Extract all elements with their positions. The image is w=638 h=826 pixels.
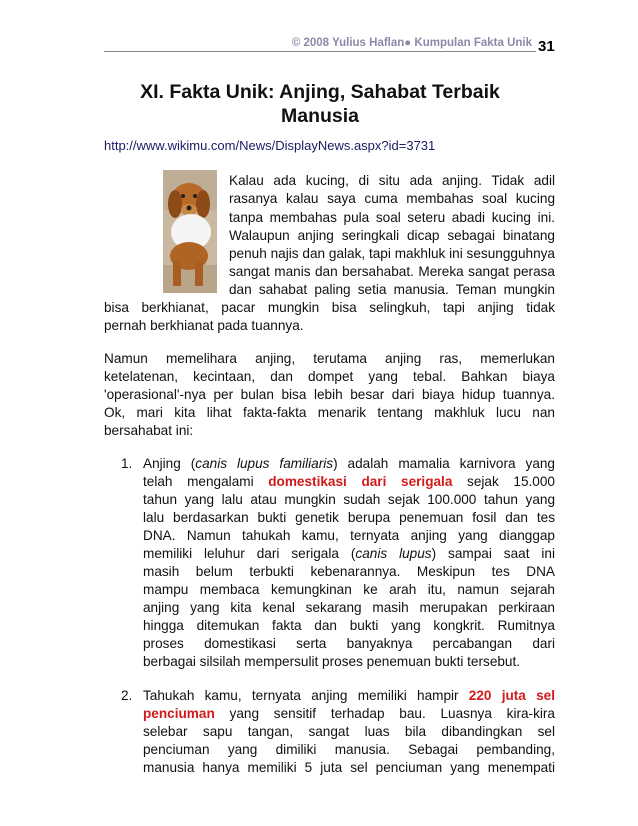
- list-item-line: DNA. Namun tahukah kamu, ternyata anjing yang dianggap: [143, 528, 555, 543]
- list-item-line: masih belum terbukti kebenarannya. Meskipun tes DNA: [143, 564, 555, 579]
- chapter-title-line-1: XI. Fakta Unik: Anjing, Sahabat Terbaik: [140, 81, 500, 103]
- paragraph-line: Namun memelihara anjing, terutama anjing ras, memerlukan: [104, 351, 555, 366]
- paragraph-line: Ok, mari kita lihat fakta-fakta menarik tentang makhluk lucu nan: [104, 405, 555, 420]
- intro-line: Kalau ada kucing, di situ ada anjing. Tidak adil: [229, 173, 555, 188]
- chapter-title: [100, 80, 540, 128]
- list-item-line: memiliki leluhur dari serigala (canis lupus) sampai saat ini: [143, 546, 555, 561]
- list-item-line: tahun yang lalu atau mungkin sudah sejak 100.000 tahun yang: [143, 492, 555, 507]
- intro-line: sangat manis dan bersahabat. Mereka sangat perasa: [229, 264, 555, 279]
- emphasis-text: canis lupus familiaris: [195, 456, 334, 471]
- emphasis-text: canis lupus: [355, 546, 432, 561]
- paragraph-line: bersahabat ini:: [104, 423, 194, 438]
- list-item-line: penciuman yang sensitif terhadap bau. Luasnya kira-kira: [143, 706, 555, 721]
- list-item-line: telah mengalami domestikasi dari serigala sejak 15.000: [143, 474, 555, 489]
- intro-line: rasanya kalau saya cuma membahas soal kucing: [229, 191, 555, 206]
- intro-line: tanpa membahas pula soal seteru abadi kucing ini.: [229, 210, 555, 225]
- intro-line: dan sahabat paling setia manusia. Teman mungkin: [229, 282, 555, 297]
- intro-line: Walaupun anjing seringkali dicap sebagai binatang: [229, 228, 555, 243]
- dog-photo: [163, 170, 217, 293]
- highlight-text: 220 juta sel: [468, 688, 555, 703]
- list-item-line: lalu berdasarkan bukti genetik berupa penemuan fosil dan tes: [143, 510, 555, 525]
- source-url[interactable]: http://www.wikimu.com/News/DisplayNews.aspx?id=3731: [104, 138, 436, 153]
- list-item-number: 1.: [121, 456, 133, 471]
- page-number: 31: [538, 38, 555, 55]
- intro-line: penuh najis dan galak, tapi makhluk ini sesungguhnya: [229, 246, 555, 261]
- list-item-line: mampu membaca kemungkinan ke arah itu, namun sejarah: [143, 582, 555, 597]
- list-item-line: manusia hanya memiliki 5 juta sel penciuman yang menempati: [143, 760, 555, 775]
- page-header: [104, 33, 536, 52]
- paragraph-line: ketelatenan, kecintaan, dan dompet yang tebal. Bahkan biaya: [104, 369, 555, 384]
- paragraph-line: 'operasional'-nya per bulan bisa lebih besar dari biaya hidup tuannya.: [104, 387, 555, 402]
- highlight-text: penciuman: [143, 706, 215, 721]
- list-item-number: 2.: [121, 688, 133, 703]
- intro-line: pernah berkhianat pada tuannya.: [104, 318, 304, 333]
- intro-line: bisa berkhianat, pacar mungkin bisa selingkuh, tapi anjing tidak: [104, 300, 555, 315]
- list-item-line: selebar sapu tangan, sangat luas bila dibandingkan sel: [143, 724, 555, 739]
- highlight-text: domestikasi dari serigala: [268, 474, 453, 489]
- list-item-line: Anjing (canis lupus familiaris) adalah mamalia karnivora yang: [143, 456, 555, 471]
- list-item-line: penciuman yang dimiliki manusia. Sebagai pembanding,: [143, 742, 555, 757]
- list-item-line: anjing yang kita kenal sekarang masih merupakan perkiraan: [143, 600, 555, 615]
- chapter-title-line-2: Manusia: [280, 105, 360, 127]
- header-text: © 2008 Yulius Haflan● Kumpulan Fakta Unik: [291, 37, 532, 49]
- list-item-line: berbagai silsilah mempersulit proses penemuan bukti tersebut.: [143, 654, 521, 669]
- list-item-line: hingga ditemukan fakta dan bukti yang kongkrit. Rumitnya: [143, 618, 555, 633]
- list-item-line: Tahukah kamu, ternyata anjing memiliki hampir 220 juta sel: [143, 688, 555, 703]
- list-item-line: proses domestikasi serta banyaknya percabangan dari: [143, 636, 555, 651]
